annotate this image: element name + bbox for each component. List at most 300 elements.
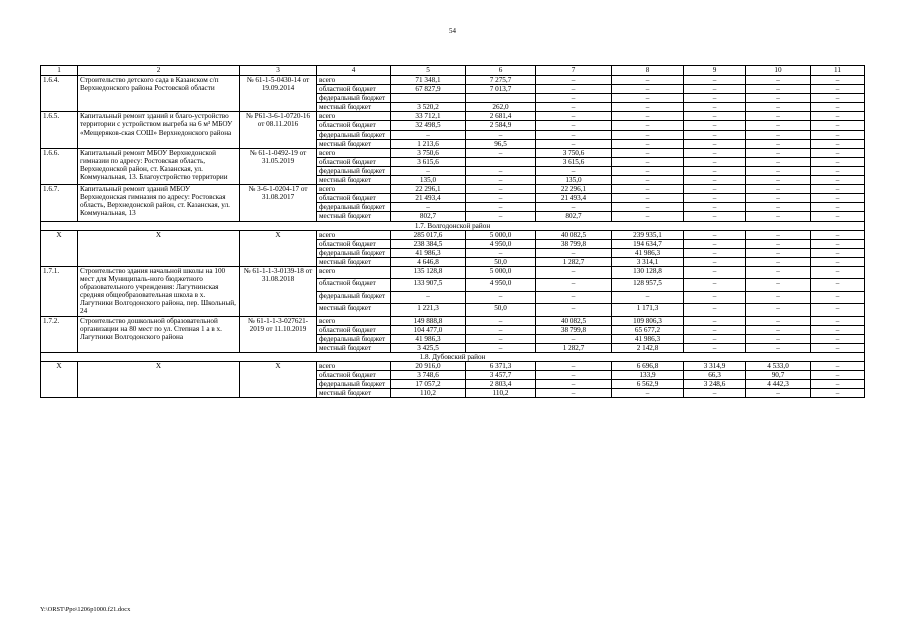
amount-cell: – — [811, 112, 865, 121]
amount-cell: – — [746, 325, 811, 334]
amount-cell: – — [684, 334, 746, 343]
amount-cell: 33 712,1 — [391, 112, 466, 121]
amount-cell: 109 806,3 — [612, 316, 684, 325]
section-row — [41, 221, 865, 230]
amount-cell: 3 520,2 — [391, 103, 466, 112]
amount-cell: – — [811, 194, 865, 203]
amount-cell: – — [811, 139, 865, 148]
object-name: Строительство дошкольной образовательной организации на 80 мест по ул. Степная 1 а в х. Лагутники Волгодонского района — [78, 316, 240, 352]
table-row — [41, 316, 865, 325]
amount-cell: – — [746, 248, 811, 257]
amount-cell: – — [684, 176, 746, 185]
column-number: 3 — [240, 66, 317, 76]
amount-cell: – — [811, 239, 865, 248]
amount-cell: – — [391, 291, 466, 303]
funding-source: областной бюджет — [317, 157, 391, 166]
amount-cell: 4 950,0 — [466, 279, 536, 291]
amount-cell: – — [811, 176, 865, 185]
amount-cell: – — [612, 166, 684, 175]
column-number: 8 — [612, 66, 684, 76]
amount-cell: – — [746, 194, 811, 203]
funding-source: всего — [317, 112, 391, 121]
column-number: 7 — [536, 66, 612, 76]
funding-source: местный бюджет — [317, 343, 391, 352]
amount-cell: 40 082,5 — [536, 316, 612, 325]
amount-cell: – — [811, 130, 865, 139]
section-row — [41, 352, 865, 361]
amount-cell: – — [536, 139, 612, 148]
funding-source: местный бюджет — [317, 257, 391, 266]
amount-cell: – — [811, 203, 865, 212]
amount-cell: – — [466, 148, 536, 157]
object-name: Х — [78, 362, 240, 398]
amount-cell: – — [612, 76, 684, 85]
amount-cell: 4 533,0 — [746, 362, 811, 371]
funding-source: федеральный бюджет — [317, 166, 391, 175]
amount-cell: – — [684, 279, 746, 291]
amount-cell: – — [391, 203, 466, 212]
object-name: Строительство детского сада в Казанском с/п Верхнедонского района Ростовской области — [78, 76, 240, 112]
amount-cell: – — [811, 380, 865, 389]
document-number: № 61-1-5-0430-14 от 19.09.2014 — [240, 76, 317, 112]
amount-cell: – — [684, 112, 746, 121]
amount-cell: – — [811, 334, 865, 343]
amount-cell: – — [466, 291, 536, 303]
amount-cell: – — [684, 325, 746, 334]
amount-cell: – — [746, 343, 811, 352]
table-row — [41, 112, 865, 121]
amount-cell: 149 888,8 — [391, 316, 466, 325]
funding-source: федеральный бюджет — [317, 380, 391, 389]
amount-cell: – — [684, 130, 746, 139]
amount-cell: – — [612, 203, 684, 212]
amount-cell: 3 748,6 — [391, 371, 466, 380]
amount-cell: 285 017,6 — [391, 230, 466, 239]
amount-cell: – — [536, 94, 612, 103]
table-row — [41, 76, 865, 85]
amount-cell: 90,7 — [746, 371, 811, 380]
amount-cell: 239 935,1 — [612, 230, 684, 239]
amount-cell: 802,7 — [391, 212, 466, 221]
amount-cell: – — [612, 291, 684, 303]
amount-cell: – — [612, 85, 684, 94]
table-row — [41, 148, 865, 157]
amount-cell: – — [746, 85, 811, 94]
amount-cell: – — [746, 139, 811, 148]
amount-cell: – — [536, 166, 612, 175]
amount-cell: – — [391, 166, 466, 175]
amount-cell: 38 799,8 — [536, 325, 612, 334]
amount-cell: – — [684, 203, 746, 212]
amount-cell: – — [612, 148, 684, 157]
amount-cell: – — [811, 279, 865, 291]
amount-cell: – — [612, 130, 684, 139]
amount-cell: – — [684, 76, 746, 85]
funding-source: федеральный бюджет — [317, 248, 391, 257]
amount-cell: – — [684, 316, 746, 325]
document-number: № 61-1-0492-19 от 31.05.2019 — [240, 148, 317, 184]
amount-cell — [466, 94, 536, 103]
funding-source: всего — [317, 185, 391, 194]
amount-cell: – — [684, 343, 746, 352]
amount-cell: – — [811, 343, 865, 352]
document-number: № 3-6-1-0204-17 от 31.08.2017 — [240, 185, 317, 221]
item-number: 1.7.1. — [41, 266, 78, 316]
amount-cell: 2 142,8 — [612, 343, 684, 352]
amount-cell: 41 986,3 — [391, 334, 466, 343]
amount-cell: 5 000,0 — [466, 266, 536, 278]
amount-cell: – — [746, 121, 811, 130]
amount-cell: 6 562,9 — [612, 380, 684, 389]
amount-cell: – — [684, 103, 746, 112]
amount-cell: – — [746, 389, 811, 398]
amount-cell: 802,7 — [536, 212, 612, 221]
amount-cell: – — [746, 94, 811, 103]
document-number: Х — [240, 230, 317, 266]
amount-cell: – — [536, 130, 612, 139]
amount-cell: – — [466, 212, 536, 221]
item-number: Х — [41, 362, 78, 398]
amount-cell: – — [612, 103, 684, 112]
amount-cell: – — [811, 316, 865, 325]
amount-cell: – — [466, 316, 536, 325]
funding-source: областной бюджет — [317, 239, 391, 248]
amount-cell: – — [684, 212, 746, 221]
amount-cell: – — [811, 291, 865, 303]
amount-cell: 65 677,2 — [612, 325, 684, 334]
amount-cell: – — [746, 279, 811, 291]
amount-cell: 7 013,7 — [466, 85, 536, 94]
funding-source: всего — [317, 76, 391, 85]
funding-source: федеральный бюджет — [317, 94, 391, 103]
item-number: 1.6.6. — [41, 148, 78, 184]
amount-cell: 5 000,0 — [466, 230, 536, 239]
amount-cell: 40 082,5 — [536, 230, 612, 239]
amount-cell: 22 296,1 — [391, 185, 466, 194]
amount-cell: – — [612, 176, 684, 185]
amount-cell: 133,9 — [612, 371, 684, 380]
item-number: 1.6.5. — [41, 112, 78, 148]
amount-cell: 20 916,0 — [391, 362, 466, 371]
amount-cell: – — [536, 121, 612, 130]
amount-cell: – — [811, 76, 865, 85]
amount-cell: – — [746, 257, 811, 266]
amount-cell: – — [811, 94, 865, 103]
amount-cell: 3 425,5 — [391, 343, 466, 352]
amount-cell: – — [811, 185, 865, 194]
amount-cell: – — [746, 76, 811, 85]
document-number: № 61-1-1-3-027621-2019 от 11.10.2019 — [240, 316, 317, 352]
amount-cell: – — [684, 166, 746, 175]
amount-cell: – — [466, 194, 536, 203]
amount-cell: 262,0 — [466, 103, 536, 112]
amount-cell: – — [536, 389, 612, 398]
amount-cell: 32 498,5 — [391, 121, 466, 130]
amount-cell: 135,0 — [391, 176, 466, 185]
budget-table — [40, 65, 865, 398]
amount-cell: 7 275,7 — [466, 76, 536, 85]
amount-cell: – — [466, 248, 536, 257]
column-number: 1 — [41, 66, 78, 76]
amount-cell: – — [684, 94, 746, 103]
amount-cell: – — [466, 203, 536, 212]
amount-cell: – — [536, 248, 612, 257]
funding-source: областной бюджет — [317, 325, 391, 334]
amount-cell: 66,3 — [684, 371, 746, 380]
funding-source: федеральный бюджет — [317, 291, 391, 303]
amount-cell: 71 348,1 — [391, 76, 466, 85]
amount-cell: – — [684, 85, 746, 94]
column-number: 6 — [466, 66, 536, 76]
amount-cell: 41 986,3 — [612, 248, 684, 257]
amount-cell: – — [746, 148, 811, 157]
column-number: 2 — [78, 66, 240, 76]
amount-cell: 22 296,1 — [536, 185, 612, 194]
amount-cell: – — [746, 176, 811, 185]
amount-cell: 104 477,0 — [391, 325, 466, 334]
amount-cell: 2 803,4 — [466, 380, 536, 389]
table-row — [41, 266, 865, 278]
amount-cell: – — [811, 212, 865, 221]
amount-cell: 50,0 — [466, 304, 536, 316]
object-name: Капитальный ремонт МБОУ Верхнедонской гимназии по адресу: Ростовская область, Верхнедонской район, ст. Казанская, ул. Коммунальная, 13. Благоустройство территории — [78, 148, 240, 184]
amount-cell: – — [684, 257, 746, 266]
amount-cell: – — [811, 266, 865, 278]
amount-cell: – — [684, 157, 746, 166]
table-row — [41, 185, 865, 194]
funding-source: всего — [317, 148, 391, 157]
amount-cell: 6 696,8 — [612, 362, 684, 371]
amount-cell: 3 615,6 — [536, 157, 612, 166]
amount-cell: 194 634,7 — [612, 239, 684, 248]
amount-cell: – — [746, 239, 811, 248]
amount-cell: – — [811, 166, 865, 175]
amount-cell: – — [536, 371, 612, 380]
amount-cell: 4 442,3 — [746, 380, 811, 389]
amount-cell: 3 750,6 — [391, 148, 466, 157]
amount-cell: – — [684, 304, 746, 316]
amount-cell: – — [811, 304, 865, 316]
amount-cell: – — [684, 148, 746, 157]
amount-cell: 41 986,3 — [612, 334, 684, 343]
amount-cell: – — [811, 148, 865, 157]
table-row — [41, 362, 865, 371]
amount-cell: – — [536, 380, 612, 389]
amount-cell: – — [811, 371, 865, 380]
amount-cell: – — [612, 112, 684, 121]
amount-cell — [391, 94, 466, 103]
amount-cell — [466, 157, 536, 166]
amount-cell: – — [684, 121, 746, 130]
amount-cell: – — [612, 139, 684, 148]
funding-source: областной бюджет — [317, 279, 391, 291]
amount-cell: – — [746, 230, 811, 239]
amount-cell: – — [612, 121, 684, 130]
item-number: Х — [41, 230, 78, 266]
funding-source: всего — [317, 316, 391, 325]
object-name: Х — [78, 230, 240, 266]
page-number: 54 — [449, 27, 456, 35]
funding-source: местный бюджет — [317, 139, 391, 148]
amount-cell: 41 986,3 — [391, 248, 466, 257]
funding-source: федеральный бюджет — [317, 130, 391, 139]
object-name: Строительство здания начальной школы на 100 мест для Муниципаль-ного бюджетного образовательного учреждения: Лагутнинская средняя общеобразовательная школа в х. Лагутники Волгодонского района, пер. Школьный, 24 — [78, 266, 240, 316]
amount-cell: – — [466, 325, 536, 334]
amount-cell: 135 128,8 — [391, 266, 466, 278]
amount-cell: – — [811, 103, 865, 112]
amount-cell: – — [612, 212, 684, 221]
amount-cell: 38 799,8 — [536, 239, 612, 248]
amount-cell: – — [466, 176, 536, 185]
amount-cell: – — [746, 291, 811, 303]
amount-cell: – — [746, 130, 811, 139]
amount-cell: – — [811, 85, 865, 94]
amount-cell: – — [811, 257, 865, 266]
amount-cell: – — [746, 157, 811, 166]
amount-cell: – — [466, 166, 536, 175]
amount-cell: – — [746, 103, 811, 112]
object-name: Капитальный ремонт зданий и благо-устройство территории с устройством выгреба на 6 м³ МБОУ «Мещеряков-ская СОШ» Верхнедонского района — [78, 112, 240, 148]
amount-cell: – — [536, 362, 612, 371]
amount-cell: – — [746, 316, 811, 325]
amount-cell: 135,0 — [536, 176, 612, 185]
amount-cell: – — [746, 212, 811, 221]
amount-cell: – — [536, 334, 612, 343]
amount-cell: – — [811, 362, 865, 371]
amount-cell: 4 950,0 — [466, 239, 536, 248]
amount-cell: 110,2 — [466, 389, 536, 398]
amount-cell: 2 681,4 — [466, 112, 536, 121]
amount-cell: – — [811, 389, 865, 398]
amount-cell: – — [684, 239, 746, 248]
amount-cell: 2 584,9 — [466, 121, 536, 130]
column-number: 4 — [317, 66, 391, 76]
funding-source: федеральный бюджет — [317, 334, 391, 343]
funding-source: областной бюджет — [317, 85, 391, 94]
amount-cell: – — [684, 248, 746, 257]
amount-cell: 3 457,7 — [466, 371, 536, 380]
document-number: № Р61-3-6-1-0720-16 от 08.11.2016 — [240, 112, 317, 148]
amount-cell: – — [811, 248, 865, 257]
table-row — [41, 230, 865, 239]
amount-cell: 1 213,6 — [391, 139, 466, 148]
amount-cell: – — [536, 291, 612, 303]
amount-cell: – — [536, 85, 612, 94]
amount-cell: – — [612, 194, 684, 203]
funding-source: всего — [317, 266, 391, 278]
amount-cell: – — [612, 185, 684, 194]
amount-cell: 6 371,3 — [466, 362, 536, 371]
amount-cell: 130 128,8 — [612, 266, 684, 278]
funding-source: местный бюджет — [317, 103, 391, 112]
amount-cell: 3 248,6 — [684, 380, 746, 389]
amount-cell: – — [684, 389, 746, 398]
funding-source: всего — [317, 230, 391, 239]
item-number: 1.7.2. — [41, 316, 78, 352]
amount-cell: – — [746, 203, 811, 212]
amount-cell: – — [746, 266, 811, 278]
funding-source: всего — [317, 362, 391, 371]
amount-cell: – — [536, 304, 612, 316]
amount-cell: – — [746, 166, 811, 175]
amount-cell: 1 221,3 — [391, 304, 466, 316]
funding-source: местный бюджет — [317, 212, 391, 221]
amount-cell: 3 750,6 — [536, 148, 612, 157]
amount-cell: – — [536, 203, 612, 212]
column-number: 10 — [746, 66, 811, 76]
amount-cell: – — [746, 334, 811, 343]
amount-cell: 1 171,3 — [612, 304, 684, 316]
amount-cell: – — [391, 130, 466, 139]
amount-cell: – — [536, 266, 612, 278]
amount-cell: – — [684, 194, 746, 203]
amount-cell: – — [811, 121, 865, 130]
section-title: 1.7. Волгодонской район — [41, 221, 865, 230]
amount-cell: 3 314,1 — [612, 257, 684, 266]
amount-cell: – — [466, 185, 536, 194]
funding-source: областной бюджет — [317, 121, 391, 130]
amount-cell: – — [746, 304, 811, 316]
amount-cell: – — [811, 325, 865, 334]
file-path-footer: Y:\ORST\Ppo\1206p1000.f21.docx — [40, 606, 131, 613]
amount-cell: – — [684, 185, 746, 194]
funding-source: местный бюджет — [317, 389, 391, 398]
amount-cell: – — [684, 139, 746, 148]
amount-cell: 3 615,6 — [391, 157, 466, 166]
object-name: Капитальный ремонт зданий МБОУ Верхнедонская гимназия по адресу: Ростовская область, Верхнедонской район, ст. Казанская, ул. Коммунальная, 13 — [78, 185, 240, 221]
amount-cell: – — [536, 76, 612, 85]
amount-cell: 17 057,2 — [391, 380, 466, 389]
amount-cell: 21 493,4 — [536, 194, 612, 203]
amount-cell: – — [684, 291, 746, 303]
item-number: 1.6.7. — [41, 185, 78, 221]
funding-source: областной бюджет — [317, 371, 391, 380]
document-number: № 61-1-1-3-0139-18 от 31.08.2018 — [240, 266, 317, 316]
amount-cell: 133 907,5 — [391, 279, 466, 291]
document-number: Х — [240, 362, 317, 398]
amount-cell: 4 646,8 — [391, 257, 466, 266]
amount-cell: – — [684, 266, 746, 278]
amount-cell: 3 314,9 — [684, 362, 746, 371]
amount-cell: 128 957,5 — [612, 279, 684, 291]
amount-cell: – — [536, 112, 612, 121]
amount-cell: – — [612, 157, 684, 166]
item-number: 1.6.4. — [41, 76, 78, 112]
amount-cell: 67 827,9 — [391, 85, 466, 94]
amount-cell: 1 282,7 — [536, 343, 612, 352]
section-title: 1.8. Дубовский район — [41, 352, 865, 361]
funding-source: местный бюджет — [317, 176, 391, 185]
amount-cell: – — [612, 389, 684, 398]
amount-cell: 21 493,4 — [391, 194, 466, 203]
funding-source: областной бюджет — [317, 194, 391, 203]
amount-cell: – — [612, 94, 684, 103]
amount-cell: – — [746, 112, 811, 121]
amount-cell: – — [811, 230, 865, 239]
amount-cell: 50,0 — [466, 257, 536, 266]
amount-cell: – — [811, 157, 865, 166]
amount-cell: – — [536, 279, 612, 291]
funding-source: федеральный бюджет — [317, 203, 391, 212]
funding-source: местный бюджет — [317, 304, 391, 316]
amount-cell: – — [466, 343, 536, 352]
amount-cell: 1 282,7 — [536, 257, 612, 266]
amount-cell: – — [684, 230, 746, 239]
amount-cell: – — [466, 334, 536, 343]
amount-cell: 238 384,5 — [391, 239, 466, 248]
amount-cell: 96,5 — [466, 139, 536, 148]
amount-cell: 110,2 — [391, 389, 466, 398]
